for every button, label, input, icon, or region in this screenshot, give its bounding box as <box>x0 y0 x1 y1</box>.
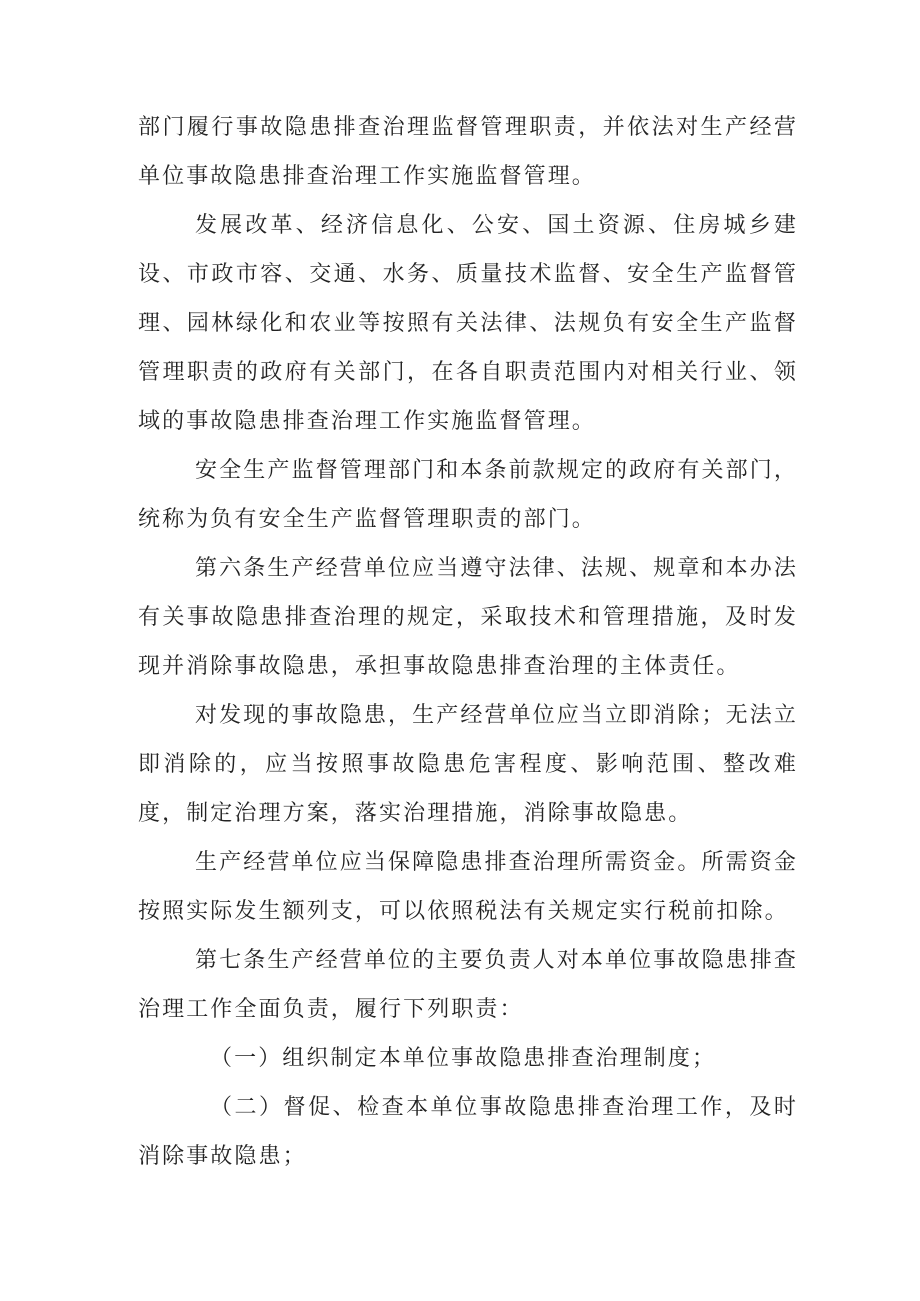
paragraph-funding: 生产经营单位应当保障隐患排查治理所需资金。所需资金按照实际发生额列支，可以依照税法有关规定实行税前扣除。 <box>138 850 798 924</box>
paragraph-continued: 部门履行事故隐患排查治理监督管理职责，并依法对生产经营单位事故隐患排查治理工作实施监督管理。 <box>138 115 798 189</box>
list-item-1: （一）组织制定本单位事故隐患排查治理制度； <box>210 1046 717 1071</box>
document-body <box>138 103 798 1181</box>
paragraph-departments: 发展改革、经济信息化、公安、国土资源、住房城乡建设、市政市容、交通、水务、质量技术监督、安全生产监督管理、园林绿化和农业等按照有关法律、法规负有安全生产监督管理职责的政府有关部门，在各自职责范围内对相关行业、领域的事故隐患排查治理工作实施监督管理。 <box>138 213 798 434</box>
list-item-2: （二）督促、检查本单位事故隐患排查治理工作，及时消除事故隐患； <box>138 1095 798 1169</box>
paragraph-article-6: 第六条生产经营单位应当遵守法律、法规、规章和本办法有关事故隐患排查治理的规定，采取技术和管理措施，及时发现并消除事故隐患，承担事故隐患排查治理的主体责任。 <box>138 556 798 679</box>
paragraph-article-7: 第七条生产经营单位的主要负责人对本单位事故隐患排查治理工作全面负责，履行下列职责： <box>138 948 798 1022</box>
paragraph-hazard-elimination: 对发现的事故隐患，生产经营单位应当立即消除；无法立即消除的，应当按照事故隐患危害程度、影响范围、整改难度，制定治理方案，落实治理措施，消除事故隐患。 <box>138 703 798 826</box>
paragraph-collective-term: 安全生产监督管理部门和本条前款规定的政府有关部门，统称为负有安全生产监督管理职责的部门。 <box>138 458 798 532</box>
